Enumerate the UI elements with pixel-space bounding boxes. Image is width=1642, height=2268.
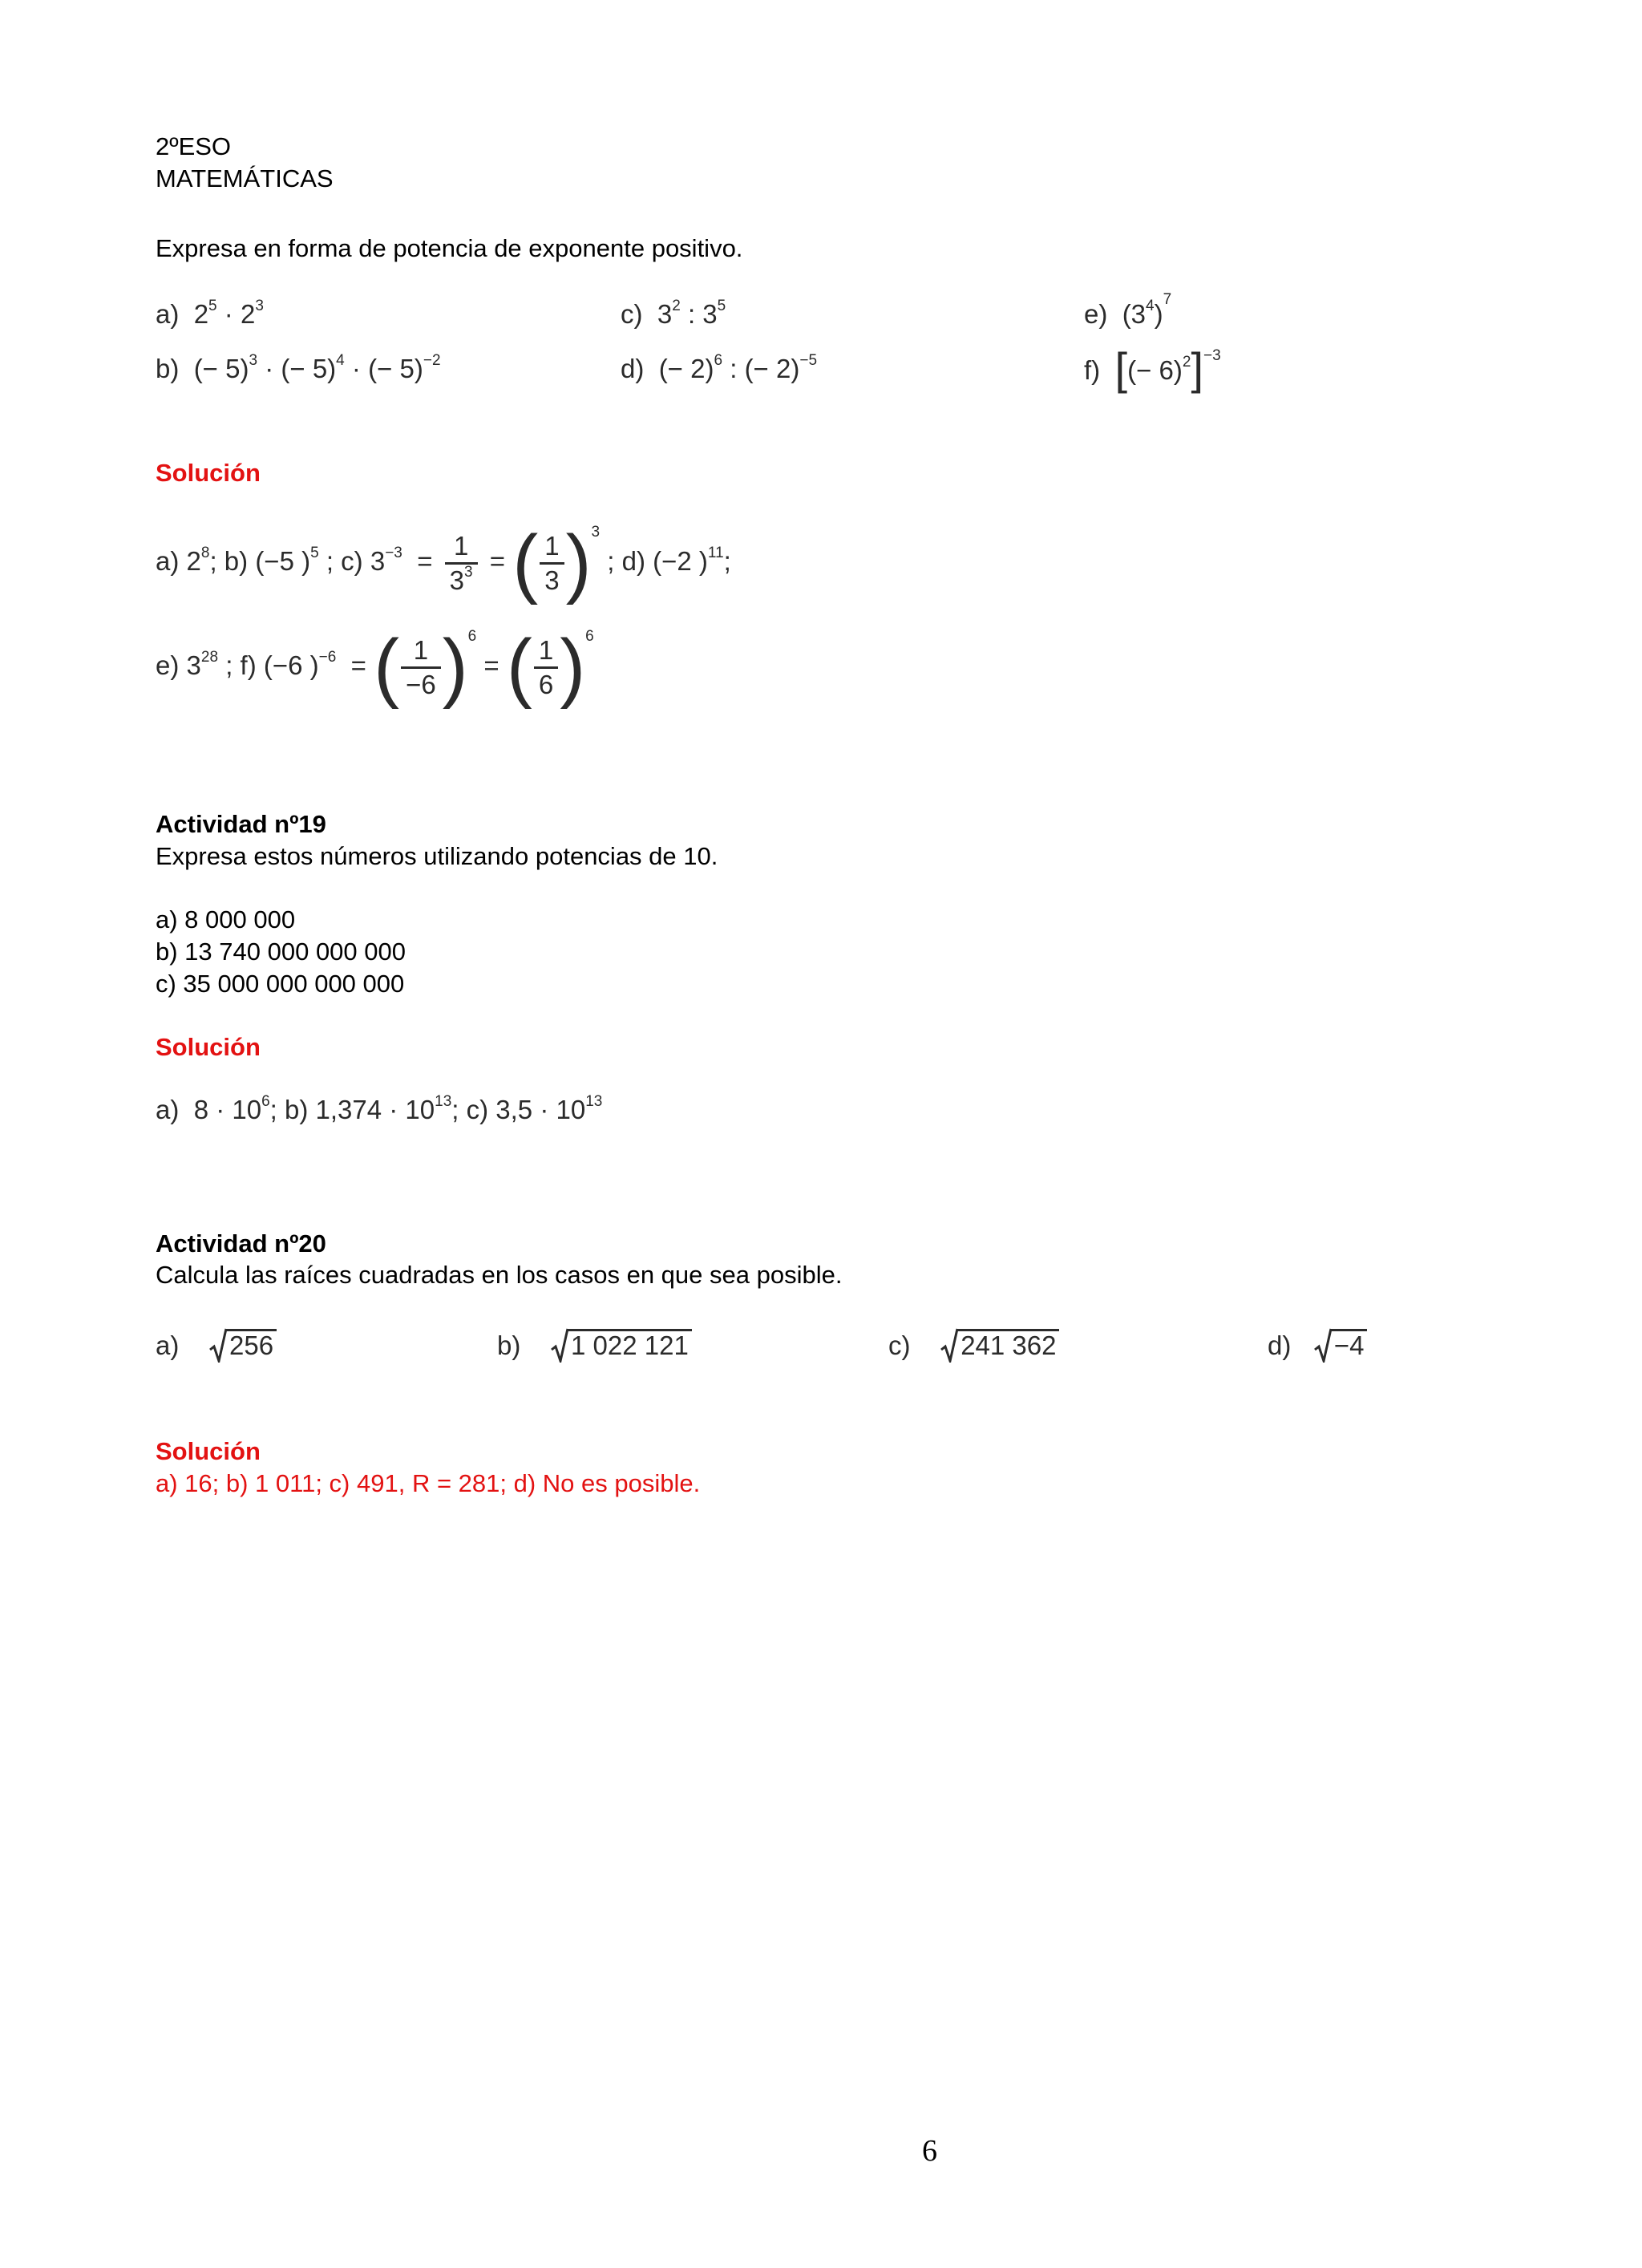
fraction: $\frac{1}{6}$ (534, 636, 558, 699)
activity19-title: Actividad nº19 (156, 810, 326, 838)
activity20-instruction: Calcula las raíces cuadradas en los casos en que sea posible. (156, 1261, 843, 1289)
exercise-d: d) (− 2)$^6$ : (− 2)$^{-5}$ (621, 352, 818, 383)
subject-label: MATEMÁTICAS (156, 164, 334, 192)
activity19-item-a: a) 8 000 000 (156, 905, 296, 934)
fraction: $\frac{1}{3^3}$ (445, 532, 478, 595)
exercise-b: b) (− 5)$^3$ · (− 5)$^4$ · (− 5)$^{-2}$ (156, 352, 441, 383)
fraction: $\frac{1}{3}$ (540, 532, 564, 595)
page-number: 6 (922, 2134, 937, 2168)
activity19-item-c: c) 35 000 000 000 000 (156, 970, 405, 998)
activity19-item-b: b) 13 740 000 000 000 (156, 938, 406, 966)
solution-label-20: Solución (156, 1437, 261, 1465)
fraction: $\frac{1}{-6}$ (401, 636, 441, 699)
exercise-f: f) [(− 6)$^2$]$^{-3}$ (1084, 343, 1221, 394)
solution18-line2: e) $3^{28}$ ; f) (−6 )$^{-6}$ = ( $\frac{1}{-6}$ )$^6$ = ( $\frac{1}{6}$ )$^6$ (156, 624, 594, 711)
sqrt-sign: −4 (1313, 1329, 1368, 1362)
exercise-c: c) $3^2$ : $3^5$ (621, 298, 726, 329)
root-item-c: c) 241 362 (888, 1329, 1059, 1362)
activity19-instruction: Expresa estos números utilizando potencias de 10. (156, 842, 718, 870)
root-item-d: d) −4 (1268, 1329, 1367, 1362)
solution20-text: a) 16; b) 1 011; c) 491, R = 281; d) No es posible. (156, 1469, 701, 1497)
sqrt-sign: 241 362 (940, 1329, 1059, 1362)
solution-label-18: Solución (156, 459, 261, 487)
solution18-line1: a) $2^8$; b) (−5 )$^5$ ; c) $3^{-3}$ = $\frac{1}{3^3}$ = ( $\frac{1}{3}$ )$^3$ ; d) (−2 )$^{11}$; (156, 520, 731, 606)
root-item-a: a) 256 (156, 1329, 277, 1362)
solution-label-19: Solución (156, 1033, 261, 1061)
activity18-instruction: Expresa en forma de potencia de exponente positivo. (156, 234, 743, 262)
sqrt-sign: 256 (208, 1329, 277, 1362)
solution19: a) $8 \cdot 10^6$; b) $1,374 \cdot 10^{13}$; c) $3,5 \cdot 10^{13}$ (156, 1093, 603, 1124)
sqrt-sign: 1 022 121 (550, 1329, 692, 1362)
root-item-b: b) 1 022 121 (497, 1329, 692, 1362)
exercise-e: e) $(3^4)^7$ (1084, 291, 1172, 329)
exercise-a: a) $2^5 \cdot 2^3$ (156, 298, 264, 329)
activity20-title: Actividad nº20 (156, 1229, 326, 1258)
course-label: 2ºESO (156, 132, 232, 160)
